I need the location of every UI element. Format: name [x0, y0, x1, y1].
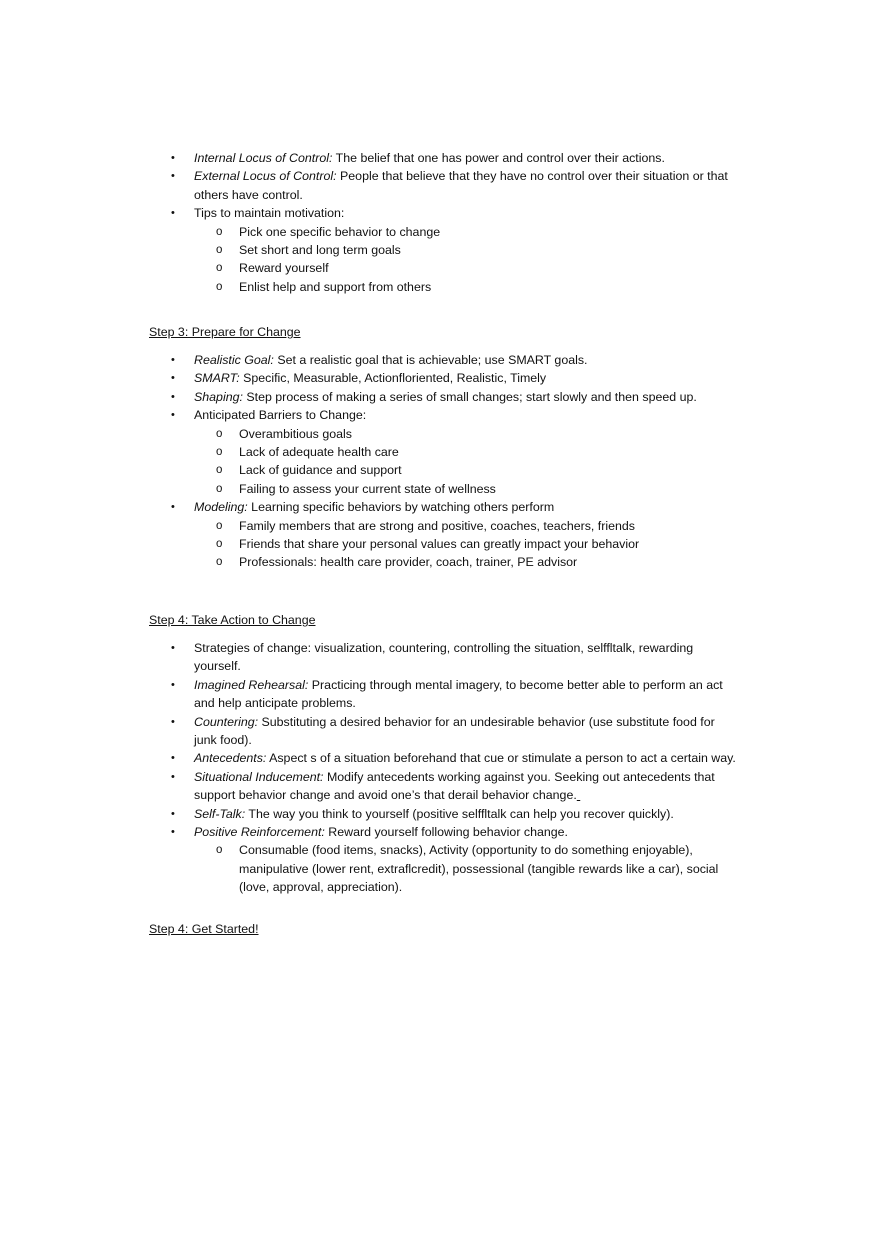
list-item — [149, 749, 739, 767]
bullet-icon: • — [171, 678, 175, 691]
sub-item-text: Friends that share your personal values can greatly impact your behavior — [239, 537, 640, 552]
sub-list-item — [194, 461, 739, 479]
definition: Anticipated Barriers to Change: — [194, 408, 367, 423]
sub-item-text: Set short and long term goals — [239, 243, 401, 258]
list-item — [149, 676, 739, 713]
sub-item-text: Lack of guidance and support — [239, 463, 402, 478]
sub-item-text: Family members that are strong and positive, coaches, teachers, friends — [239, 518, 635, 533]
term: SMART: — [194, 371, 240, 386]
definition: The belief that one has power and control over their actions. — [332, 151, 665, 165]
step4-section — [149, 611, 739, 629]
list-item — [149, 805, 739, 823]
list-item — [149, 498, 739, 572]
sub-item-text: Consumable (food items, snacks), Activity (opportunity to do something enjoyable), manipulative (lower rent, extraflcredit), possessional (tangible rewards like a car), social (love, approval, appreciation). — [239, 843, 719, 895]
term: Shaping: — [194, 389, 243, 404]
sub-list-item — [194, 841, 739, 896]
step4-list — [149, 639, 739, 897]
sub-bullet-icon: o — [216, 244, 223, 257]
bullet-icon: • — [171, 752, 175, 765]
bullet-icon: • — [171, 152, 175, 164]
sub-bullet-icon: o — [216, 280, 223, 293]
list-item — [149, 388, 739, 406]
sub-list-item — [194, 517, 739, 535]
sub-bullet-icon: o — [216, 225, 223, 238]
term: Countering: — [194, 714, 259, 729]
get-started-section — [149, 920, 739, 938]
sub-bullet-icon: o — [216, 538, 223, 551]
get-started-heading: Step 4: Get Started! — [149, 922, 259, 936]
term: External Locus of Control: — [194, 169, 337, 184]
definition: Tips to maintain motivation: — [194, 206, 345, 221]
reinforcement-list — [194, 841, 739, 896]
definition: The way you think to yourself (positive selffltalk can help you recover quickly). — [245, 806, 674, 821]
definition: Substituting a desired behavior for an undesirable behavior (use substitute food for junk food). — [194, 714, 715, 748]
sub-list-item — [194, 443, 739, 461]
step4-list-block — [149, 639, 739, 897]
locus-section — [149, 149, 739, 296]
bullet-icon: • — [171, 642, 175, 654]
term: Modeling: — [194, 500, 248, 515]
term: Positive Reinforcement: — [194, 825, 325, 840]
list-item — [149, 406, 739, 498]
step4-heading: Step 4: Take Action to Change — [149, 613, 316, 627]
sub-list-item — [194, 535, 739, 553]
bullet-icon: • — [171, 501, 175, 514]
definition: Specific, Measurable, Actionfloriented, Realistic, Timely — [239, 371, 547, 386]
bullet-icon: • — [171, 826, 175, 839]
term: Self-Talk: — [194, 806, 246, 821]
sub-bullet-icon: o — [216, 262, 223, 275]
list-item — [149, 167, 739, 204]
term: Realistic Goal: — [194, 353, 274, 367]
sub-item-text: Lack of adequate health care — [239, 445, 399, 460]
definition: Modify antecedents working against you. Seeking out antecedents that support behavior change and avoid one’s that derail behavior change. — [194, 769, 715, 803]
sub-bullet-icon: o — [216, 446, 223, 459]
sub-list-item — [194, 259, 739, 277]
step3-section — [149, 323, 739, 341]
list-item — [149, 204, 739, 296]
barriers-list — [194, 425, 739, 499]
tips-list — [194, 223, 739, 297]
trailing-underline — [577, 788, 580, 802]
modeling-list — [194, 517, 739, 572]
bullet-icon: • — [171, 354, 175, 366]
sub-bullet-icon: o — [216, 427, 223, 440]
list-item — [149, 713, 739, 750]
sub-bullet-icon: o — [216, 844, 223, 857]
sub-list-item — [194, 223, 739, 241]
bullet-icon: • — [171, 409, 175, 422]
bullet-icon: • — [171, 807, 175, 820]
definition: Reward yourself following behavior change. — [324, 825, 568, 840]
sub-bullet-icon: o — [216, 556, 223, 569]
sub-list-item — [194, 553, 739, 571]
sub-item-text: Pick one specific behavior to change — [239, 224, 441, 239]
bullet-icon: • — [171, 207, 175, 220]
sub-item-text: Reward yourself — [239, 261, 329, 276]
sub-item-text: Failing to assess your current state of wellness — [239, 481, 496, 496]
definition: Practicing through mental imagery, to become better able to perform an act and help anticipate problems. — [194, 677, 723, 711]
sub-bullet-icon: o — [216, 519, 223, 532]
list-item — [149, 369, 739, 387]
list-item — [149, 823, 739, 897]
step3-list — [149, 351, 739, 572]
bullet-icon: • — [171, 390, 175, 403]
bullet-icon: • — [171, 715, 175, 728]
bullet-icon: • — [171, 372, 175, 385]
step3-list-block — [149, 351, 739, 572]
bullet-icon: • — [171, 170, 175, 183]
sub-list-item — [194, 480, 739, 498]
definition: Strategies of change: visualization, countering, controlling the situation, selffltalk, rewarding yourself. — [194, 641, 694, 674]
locus-list — [149, 149, 739, 296]
definition: Step process of making a series of small changes; start slowly and then speed up. — [242, 389, 697, 404]
definition: Aspect s of a situation beforehand that cue or stimulate a person to act a certain way. — [266, 751, 736, 766]
sub-list-item — [194, 278, 739, 296]
definition: People that believe that they have no control over their situation or that others have control. — [194, 169, 728, 202]
definition: Set a realistic goal that is achievable; use SMART goals. — [273, 353, 588, 367]
term: Internal Locus of Control: — [194, 151, 333, 165]
term: Antecedents: — [194, 751, 267, 766]
term: Imagined Rehearsal: — [194, 677, 309, 692]
list-item — [149, 768, 739, 805]
sub-item-text: Enlist help and support from others — [239, 279, 432, 294]
sub-item-text: Overambitious goals — [239, 426, 352, 441]
list-item — [149, 639, 739, 676]
term: Situational Inducement: — [194, 769, 324, 784]
definition: Learning specific behaviors by watching others perform — [247, 500, 555, 515]
list-item — [149, 149, 739, 167]
sub-item-text: Professionals: health care provider, coach, trainer, PE advisor — [239, 555, 578, 570]
sub-list-item — [194, 425, 739, 443]
sub-bullet-icon: o — [216, 482, 223, 495]
step3-heading: Step 3: Prepare for Change — [149, 325, 301, 339]
list-item — [149, 351, 739, 369]
bullet-icon: • — [171, 770, 175, 783]
sub-bullet-icon: o — [216, 464, 223, 477]
sub-list-item — [194, 241, 739, 259]
